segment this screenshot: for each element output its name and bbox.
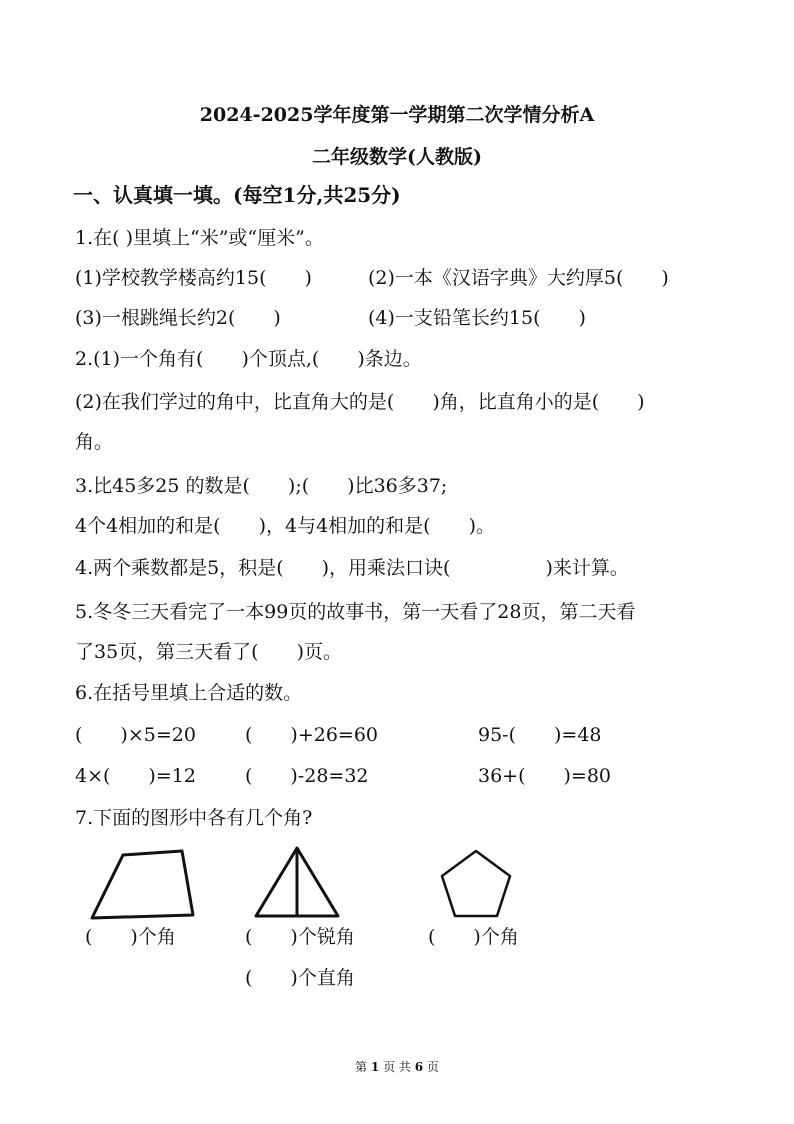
q1-item-2: (2)一本《汉语字典》大约厚5( )	[368, 267, 669, 289]
shape-1-answer: ( )个角	[85, 926, 176, 948]
footer-total-pages: 6	[414, 1060, 424, 1074]
q7-stem: 7.下面的图形中各有几个角?	[75, 807, 313, 829]
q1-item-3: (3)一根跳绳长约2( )	[75, 307, 281, 329]
q4: 4.两个乘数都是5，积是( )，用乘法口诀( )来计算。	[75, 557, 629, 579]
q6-r2c1: 4×( )=12	[75, 765, 196, 787]
q1-item-1: (1)学校教学楼高约15( )	[75, 267, 312, 289]
footer-suffix: 页	[426, 1060, 439, 1074]
q6-r1c3: 95-( )=48	[478, 724, 602, 746]
q1-item-4: (4)一支铅笔长约15( )	[368, 307, 586, 329]
footer-mid: 页 共	[383, 1060, 411, 1074]
shape-2-acute-answer: ( )个锐角	[245, 926, 355, 948]
shape-2-right-answer: ( )个直角	[245, 967, 355, 989]
section-1-heading: 一、认真填一填。(每空1分,共25分)	[73, 183, 401, 207]
q5-line-2: 了35页，第三天看了( )页。	[75, 641, 343, 663]
page-footer	[0, 1058, 794, 1075]
q2-part-2-cont: 角。	[75, 431, 114, 453]
q5-line-1: 5.冬冬三天看完了一本99页的故事书，第一天看了28页，第二天看	[75, 601, 636, 623]
q1-stem: 1.在( )里填上“米”或“厘米”。	[75, 227, 324, 249]
shape-3-answer: ( )个角	[428, 926, 519, 948]
q2-part-2: (2)在我们学过的角中，比直角大的是( )角，比直角小的是( )	[75, 391, 645, 413]
q6-r2c2: ( )-28=32	[245, 765, 369, 787]
quadrilateral-figure	[85, 845, 210, 925]
q6-r1c2: ( )+26=60	[245, 724, 379, 746]
footer-prefix: 第	[355, 1060, 368, 1074]
q6-r2c3: 36+( )=80	[478, 765, 612, 787]
triangle-figure	[252, 842, 347, 922]
pentagon-figure	[436, 845, 516, 923]
q6-stem: 6.在括号里填上合适的数。	[75, 682, 303, 704]
q2-part-1: 2.(1)一个角有( )个顶点,( )条边。	[75, 348, 422, 370]
q3-line-1: 3.比45多25 的数是( );( )比36多37;	[75, 475, 448, 497]
q6-r1c1: ( )×5=20	[75, 724, 196, 746]
q3-line-2: 4个4相加的和是( )，4与4相加的和是( )。	[75, 515, 496, 537]
exam-subtitle: 二年级数学(人教版)	[312, 146, 482, 168]
footer-page-number: 1	[370, 1060, 380, 1074]
exam-title: 2024-2025学年度第一学期第二次学情分析A	[199, 104, 595, 126]
